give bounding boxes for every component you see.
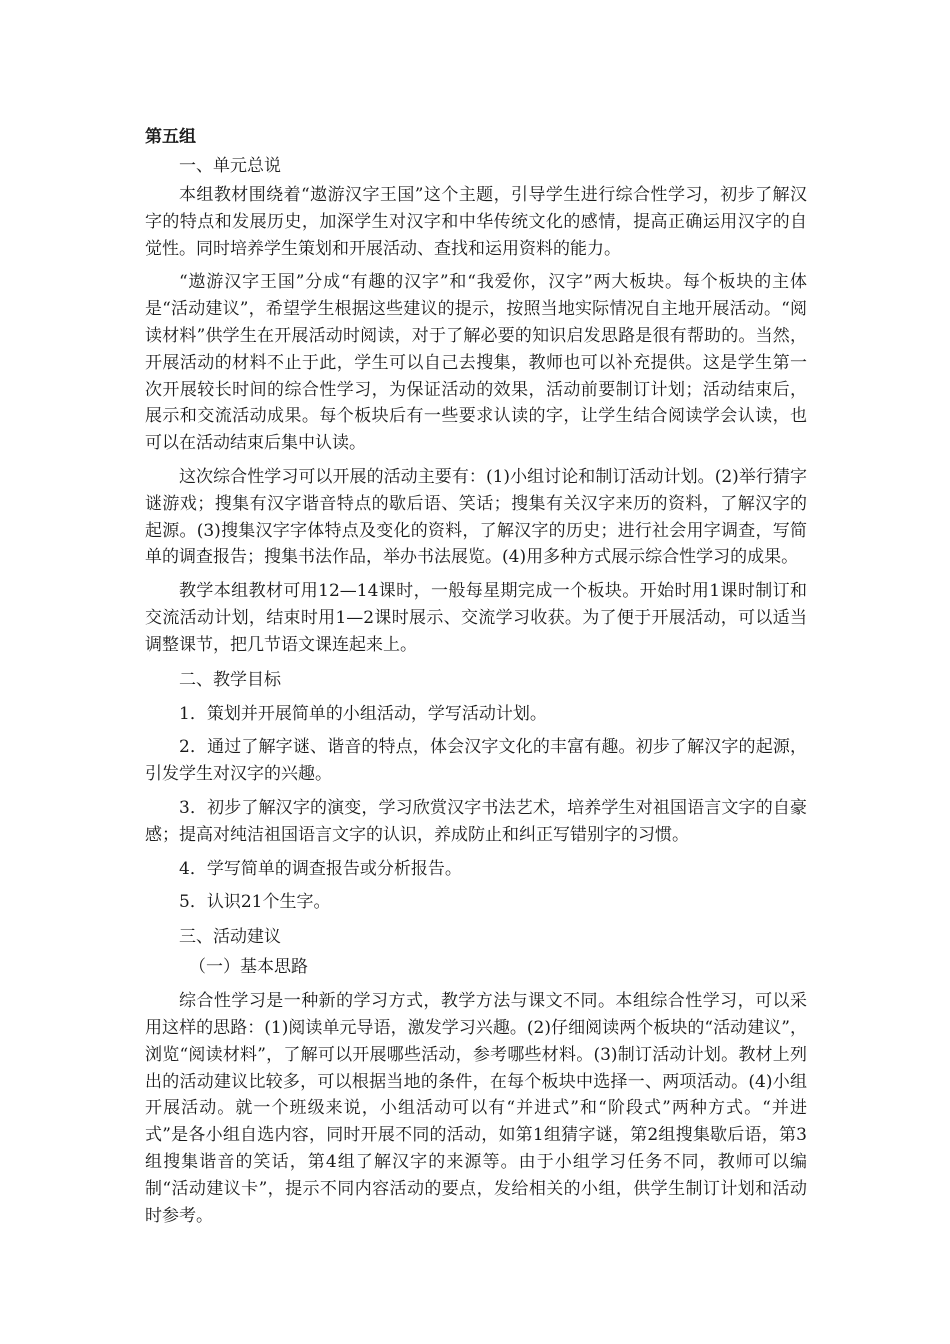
- document-page: [145, 122, 807, 1229]
- section-heading-overview: 一、单元总说: [179, 156, 281, 176]
- goal-item-3: 3．初步了解汉字的演变，学习欣赏汉字书法艺术，培养学生对祖国语言文字的自豪感；提高对纯洁祖国语言文字的认识，养成防止和纠正写错别字的习惯。: [145, 797, 807, 845]
- overview-paragraph-4: 教学本组教材可用12—14课时，一般每星期完成一个板块。开始时用1课时制订和交流活动计划，结束时用1—2课时展示、交流学习收获。为了便于开展活动，可以适当调整课节，把几节语文课连起来上。: [145, 581, 807, 655]
- subsection-heading-basic-approach: （一）基本思路: [189, 957, 308, 978]
- overview-paragraph-1: 本组教材围绕着“遨游汉字王国”这个主题，引导学生进行综合性学习，初步了解汉字的特点和发展历史，加深学生对汉字和中华传统文化的感情，提高正确运用汉字的自觉性。同时培养学生策划和开展活动、查找和运用资料的能力。: [145, 185, 807, 259]
- overview-paragraph-2: “遨游汉字王国”分成“有趣的汉字”和“我爱你，汉字”两大板块。每个板块的主体是“活动建议”，希望学生根据这些建议的提示，按照当地实际情况自主地开展活动。“阅读材料”供学生在开展活动时阅读，对于了解必要的知识启发思路是很有帮助的。当然，开展活动的材料不止于此，学生可以自己去搜集，教师也可以补充提供。这是学生第一次开展较长时间的综合性学习，为保证活动的效果，活动前要制订计划；活动结束后，展示和交流活动成果。每个板块后有一些要求认读的字，让学生结合阅读学会认读，也可以在活动结束后集中认读。: [145, 272, 807, 454]
- section-heading-goals: 二、教学目标: [179, 669, 281, 690]
- goal-item-4: 4．学写简单的调查报告或分析报告。: [179, 858, 462, 879]
- goal-item-2: 2．通过了解字谜、谐音的特点，体会汉字文化的丰富有趣。初步了解汉字的起源，引发学生对汉字的兴趣。: [145, 737, 807, 785]
- goal-item-5: 5．认识21个生字。: [179, 892, 331, 913]
- activities-paragraph-1: 综合性学习是一种新的学习方式，教学方法与课文不同。本组综合性学习，可以采用这样的思路：(1)阅读单元导语，激发学习兴趣。(2)仔细阅读两个板块的“活动建议”，浏览“阅读材料”，了解可以开展哪些活动，参考哪些材料。(3)制订活动计划。教材上列出的活动建议比较多，可以根据当地的条件，在每个板块中选择一、两项活动。(4)小组开展活动。就一个班级来说，小组活动可以有“并进式”和“阶段式”两种方式。“并进式”是各小组自选内容，同时开展不同的活动，如第1组猜字谜，第2组搜集歇后语，第3 组搜集谐音的笑话，第4组了解汉字的来源等。由于小组学习任务不同，教师可以编制“活动建议卡”，提示不同内容活动的要点，发给相关的小组，供学生制订计划和活动时参考。: [145, 991, 807, 1226]
- overview-paragraph-3: 这次综合性学习可以开展的活动主要有：(1)小组讨论和制订活动计划。(2)举行猜字谜游戏；搜集有汉字谐音特点的歇后语、笑话；搜集有关汉字来历的资料，了解汉字的起源。(3)搜集汉字字体特点及变化的资料，了解汉字的历史；进行社会用字调查，写简单的调查报告；搜集书法作品，举办书法展览。(4)用多种方式展示综合性学习的成果。: [145, 466, 807, 568]
- goal-item-1: 1．策划并开展简单的小组活动，学写活动计划。: [179, 703, 547, 724]
- group-title: 第五组: [145, 127, 196, 147]
- section-heading-activities: 三、活动建议: [179, 927, 281, 948]
